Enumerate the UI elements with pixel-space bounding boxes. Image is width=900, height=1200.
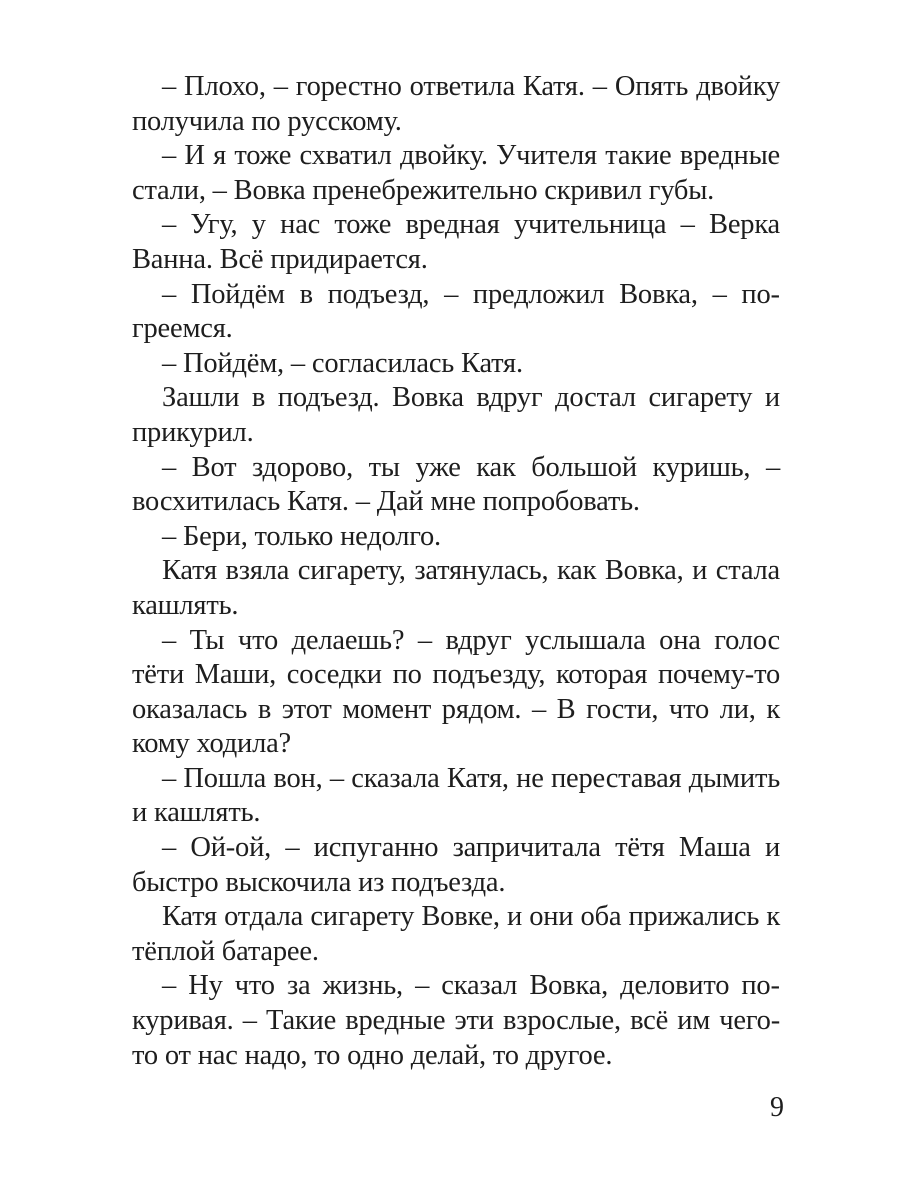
paragraph: – Плохо, – горестно ответила Катя. – Опять двойку получила по русскому. (132, 71, 780, 137)
paragraph: – Бери, только недолго. (162, 520, 441, 552)
paragraph: Катя взяла сигарету, затянулась, как Вовка, и стала кашлять. (132, 555, 780, 621)
paragraph: – Вот здорово, ты уже как большой куришь, – восхитилась Катя. – Дай мне попробовать. (132, 451, 780, 518)
paragraph: – И я тоже схватил двойку. Учителя такие вредные стали, – Вовка пренебрежительно скривил губы. (132, 140, 780, 206)
paragraph: – Ой-ой, – испуганно запричитала тётя Маша и быстро выскочила из подъезда. (132, 832, 780, 898)
paragraph: – Пойдём в подъезд, – предложил Вовка, – погреемся. (132, 278, 780, 345)
page-body (132, 70, 780, 1073)
paragraph: – Ты что делаешь? – вдруг услышала она голос тёти Маши, соседки по подъезду, которая почему-то оказалась в этот момент рядом. – В гости, что ли, к кому ходила? (132, 624, 780, 760)
paragraph: – Ну что за жизнь, – сказал Вовка, деловито покуривая. – Такие вредные эти взрослые, всё им чего-то от нас надо, то одно делай, то другое. (132, 970, 780, 1071)
paragraph: Зашли в подъезд. Вовка вдруг достал сигарету и прикурил. (132, 382, 780, 448)
page-number: 9 (770, 1092, 784, 1123)
paragraph: – Пошла вон, – сказала Катя, не переставая дымить и кашлять. (132, 762, 780, 829)
paragraph: Катя отдала сигарету Вовке, и они оба прижались к тёплой батарее. (132, 901, 780, 967)
paragraph: – Пойдём, – согласилась Катя. (162, 347, 523, 379)
paragraph: – Угу, у нас тоже вредная учительница – Верка Ванна. Всё придирается. (132, 209, 780, 275)
